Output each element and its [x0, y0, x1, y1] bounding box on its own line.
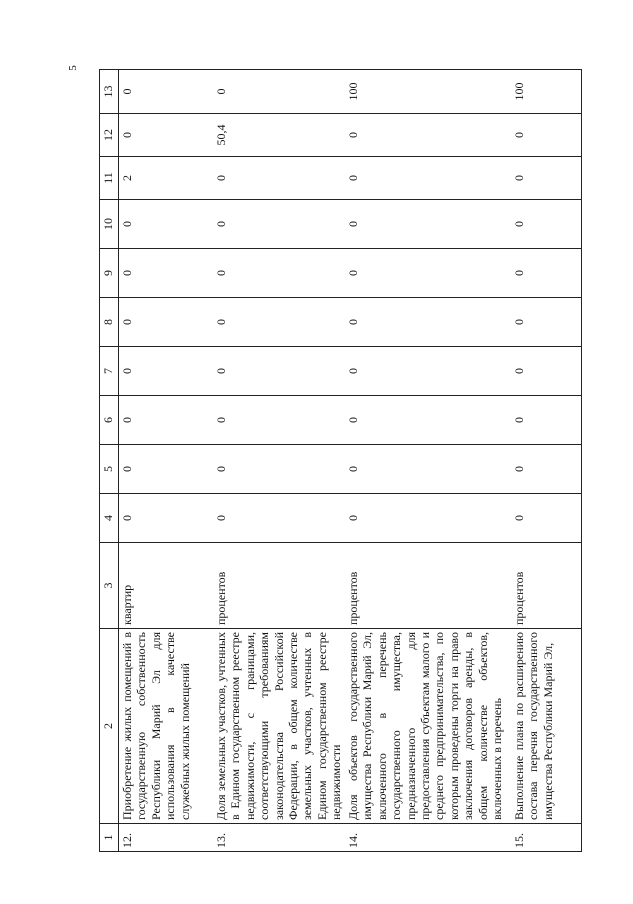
table-row	[213, 70, 345, 852]
value-cell: 0	[345, 494, 511, 543]
value-cell: 0	[511, 157, 582, 200]
value-cell: 0	[345, 396, 511, 445]
indicator-name: Доля земельных участков, учтенных в Едином государственном реестре недвижимости, с границами, соответствующими требованиям законодательства Российской Федерации, в общем количестве земельных участков, учтенных в Едином государственном реестре недвижимости	[213, 629, 345, 824]
indicator-name: Приобретение жилых помещений в государственную собственность Республики Марий Эл для использования в качестве служебных жилых помещений	[119, 629, 214, 824]
header-cell: 4	[100, 494, 119, 543]
table-row	[345, 70, 511, 852]
rotated-table-container	[99, 70, 619, 852]
header-cell: 2	[100, 629, 119, 824]
table-row	[511, 70, 582, 852]
value-cell: 0	[213, 298, 345, 347]
value-cell: 2	[119, 157, 214, 200]
value-cell: 0	[345, 200, 511, 249]
value-cell: 0	[511, 114, 582, 157]
value-cell: 0	[119, 445, 214, 494]
value-cell: 0	[213, 70, 345, 114]
value-cell: 0	[345, 347, 511, 396]
value-cell: 0	[511, 200, 582, 249]
page-number: 5	[67, 65, 79, 71]
value-cell: 0	[511, 445, 582, 494]
row-number: 14.	[345, 824, 511, 852]
unit-cell: квартир	[119, 543, 214, 629]
value-cell: 100	[511, 70, 582, 114]
value-cell: 0	[345, 445, 511, 494]
value-cell: 100	[345, 70, 511, 114]
value-cell: 0	[511, 347, 582, 396]
unit-cell: процентов	[511, 543, 582, 629]
value-cell: 0	[511, 494, 582, 543]
value-cell: 0	[119, 70, 214, 114]
header-cell: 7	[100, 347, 119, 396]
value-cell: 0	[119, 347, 214, 396]
value-cell: 0	[213, 200, 345, 249]
value-cell: 0	[213, 249, 345, 298]
header-cell: 1	[100, 824, 119, 852]
value-cell: 0	[511, 249, 582, 298]
value-cell: 0	[213, 445, 345, 494]
indicator-name: Выполнение плана по расширению состава перечня государственного имущества Республики Марий Эл,	[511, 629, 582, 824]
value-cell: 0	[213, 157, 345, 200]
indicator-name: Доля объектов государственного имущества Республики Марий Эл, включенного в перечень государственного имущества, предназначенного для предоставления субъектам малого и среднего предпринимательства, по которым проведены торги на право заключения договоров аренды, в общем количестве объектов, включенных в перечень	[345, 629, 511, 824]
row-number: 15.	[511, 824, 582, 852]
unit-cell: процентов	[345, 543, 511, 629]
header-cell: 8	[100, 298, 119, 347]
value-cell: 0	[213, 396, 345, 445]
value-cell: 0	[511, 298, 582, 347]
header-cell: 3	[100, 543, 119, 629]
row-number: 13.	[213, 824, 345, 852]
unit-cell: процентов	[213, 543, 345, 629]
header-cell: 6	[100, 396, 119, 445]
header-cell: 10	[100, 200, 119, 249]
value-cell: 0	[345, 298, 511, 347]
value-cell: 0	[119, 249, 214, 298]
value-cell: 0	[213, 347, 345, 396]
value-cell: 0	[345, 249, 511, 298]
indicators-table	[99, 69, 582, 852]
value-cell: 0	[119, 200, 214, 249]
header-cell: 5	[100, 445, 119, 494]
table-row	[119, 70, 214, 852]
value-cell: 0	[119, 298, 214, 347]
header-cell: 11	[100, 157, 119, 200]
value-cell: 0	[345, 114, 511, 157]
value-cell: 50,4	[213, 114, 345, 157]
value-cell: 0	[511, 396, 582, 445]
value-cell: 0	[119, 494, 214, 543]
value-cell: 0	[345, 157, 511, 200]
header-row	[100, 70, 119, 852]
value-cell: 0	[213, 494, 345, 543]
header-cell: 13	[100, 70, 119, 114]
header-cell: 12	[100, 114, 119, 157]
header-cell: 9	[100, 249, 119, 298]
value-cell: 0	[119, 396, 214, 445]
value-cell: 0	[119, 114, 214, 157]
row-number: 12.	[119, 824, 214, 852]
